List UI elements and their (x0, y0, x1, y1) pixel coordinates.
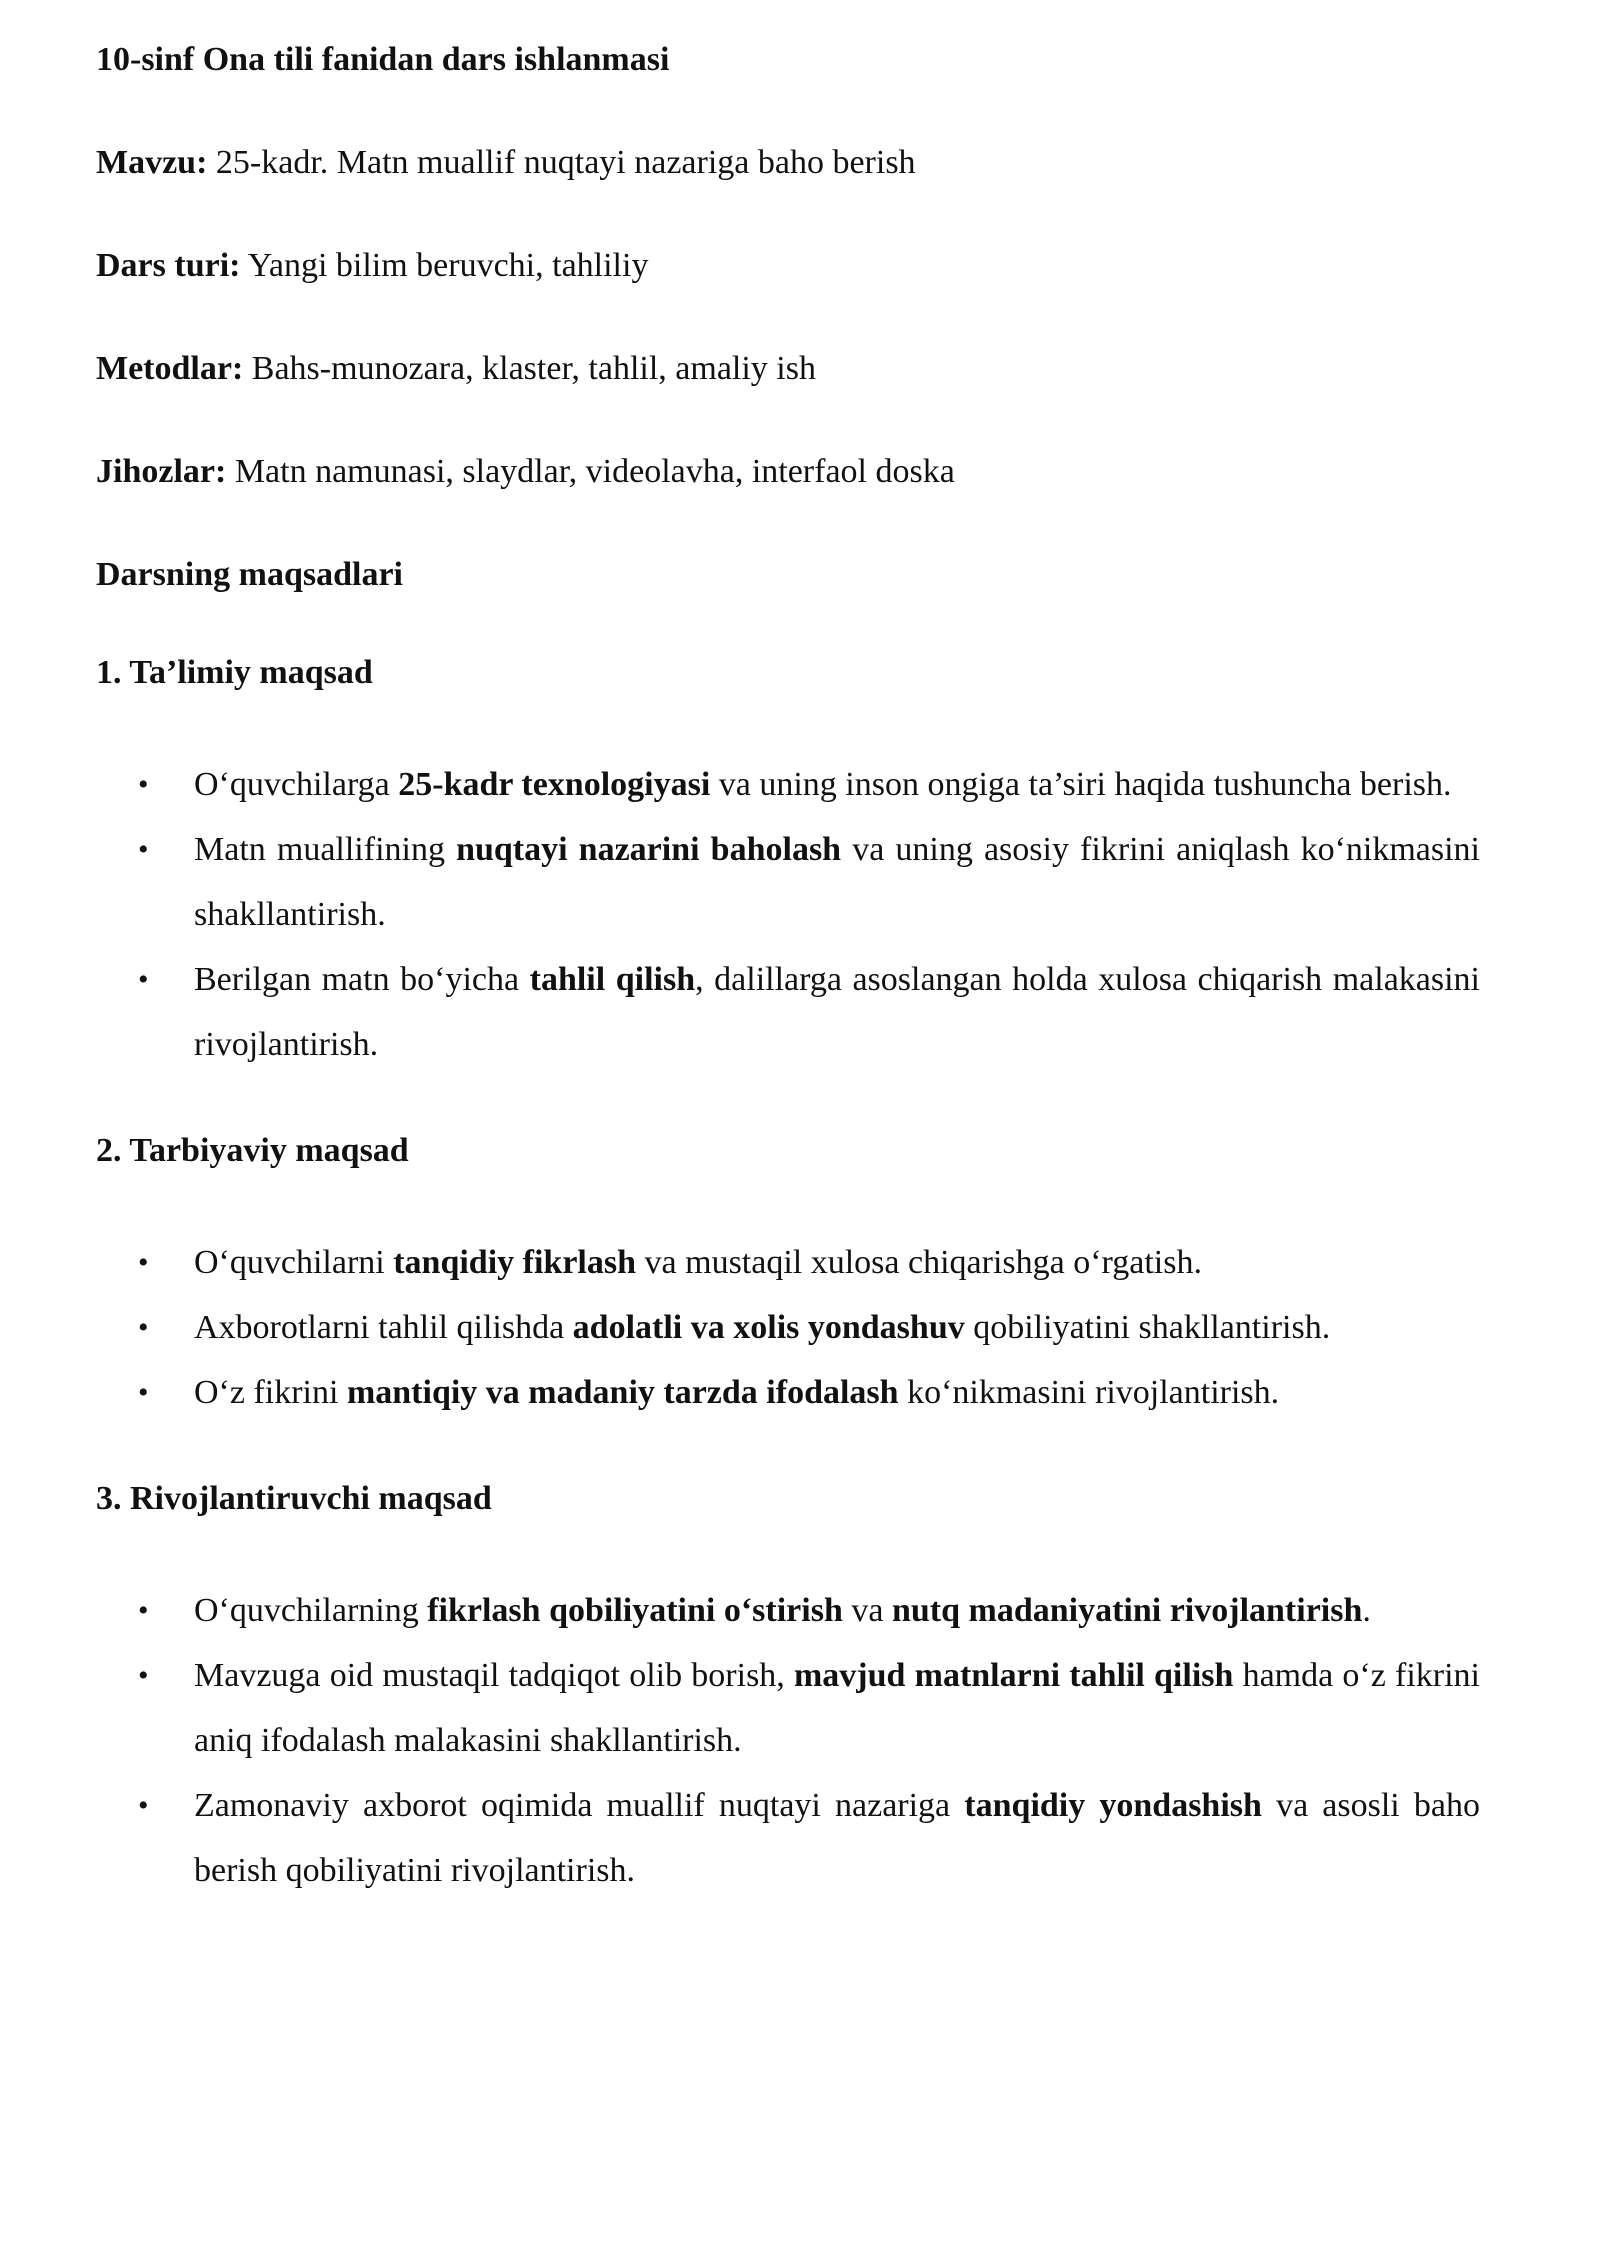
field-equipment-label: Jihozlar: (96, 453, 227, 490)
goal-emphasis: tanqidiy fikrlash (393, 1244, 637, 1281)
goal-list (96, 1230, 1480, 1425)
bullet-icon: • (138, 1246, 149, 1279)
goal-emphasis: fikrlash qobiliyatini o‘stirish (427, 1592, 843, 1629)
bullet-icon: • (138, 1789, 149, 1822)
goal-text: Matn muallifining (194, 831, 457, 868)
field-topic-label: Mavzu: (96, 144, 208, 181)
field-lesson-type-value: Yangi bilim beruvchi, tahliliy (240, 247, 649, 284)
goal-emphasis: tanqidiy yondashish (964, 1787, 1262, 1824)
goal-text: va (842, 1592, 892, 1629)
field-methods-label: Metodlar: (96, 350, 244, 387)
field-methods (96, 345, 1480, 393)
bullet-icon: • (138, 1311, 149, 1344)
goal-text: Mavzuga oid mustaqil tadqiqot olib borish, (194, 1657, 794, 1694)
field-methods-value: Bahs-munozara, klaster, tahlil, amaliy ish (243, 350, 816, 387)
goal-item (96, 1295, 1480, 1360)
field-topic (96, 139, 1480, 187)
goal-list (96, 752, 1480, 1077)
goal-item (96, 1230, 1480, 1295)
goal-text: qobiliyatini shakllantirish. (964, 1309, 1331, 1346)
goal-item (96, 1360, 1480, 1425)
field-lesson-type-label: Dars turi: (96, 247, 241, 284)
goal-list (96, 1578, 1480, 1903)
goal-item (96, 1773, 1480, 1903)
bullet-icon: • (138, 768, 149, 801)
document-page (96, 36, 1480, 1903)
section-heading: 2. Tarbiyaviy maqsad (96, 1132, 409, 1169)
field-lesson-type (96, 242, 1480, 290)
goal-text: va uning asosiy fikrini aniqlash ko‘nikmasini shakllantirish. (194, 831, 1480, 933)
goal-text: O‘quvchilarni (194, 1244, 394, 1281)
goal-text: Zamonaviy axborot oqimida muallif nuqtayi nazariga (194, 1787, 965, 1824)
goal-text: , dalillarga asoslangan holda xulosa chiqarish malakasini rivojlantirish. (194, 961, 1481, 1063)
goal-text: va asosli baho berish qobiliyatini rivojlantirish. (194, 1787, 1480, 1889)
bullet-icon: • (138, 833, 149, 866)
goal-item (96, 1578, 1480, 1643)
goal-item (96, 817, 1480, 947)
goal-emphasis: nuqtayi nazarini baholash (456, 831, 842, 868)
goal-text: va mustaqil xulosa chiqarishga o‘rgatish. (636, 1244, 1202, 1281)
goal-text: va uning inson ongiga ta’siri haqida tushuncha berish. (710, 766, 1452, 803)
bullet-icon: • (138, 1659, 149, 1692)
document-title: 10-sinf Ona tili fanidan dars ishlanmasi (96, 41, 670, 78)
field-topic-value: 25-kadr. Matn muallif nuqtayi nazariga baho berish (207, 144, 916, 181)
bullet-icon: • (138, 963, 149, 996)
goal-emphasis: adolatli va xolis yondashuv (572, 1309, 965, 1346)
goal-text: O‘quvchilarning (194, 1592, 428, 1629)
goal-text: hamda o‘z fikrini aniq ifodalash malakasini shakllantirish. (194, 1657, 1480, 1759)
goal-item (96, 1643, 1480, 1773)
goal-text: O‘z fikrini (194, 1374, 347, 1411)
goal-text: Berilgan matn bo‘yicha (194, 961, 530, 998)
goal-item (96, 947, 1480, 1077)
section-heading: 1. Ta’limiy maqsad (96, 654, 373, 691)
goal-text: . (1362, 1592, 1371, 1629)
goal-emphasis: tahlil qilish (529, 961, 696, 998)
goal-text: ko‘nikmasini rivojlantirish. (898, 1374, 1280, 1411)
goal-text: Axborotlarni tahlil qilishda (194, 1309, 573, 1346)
goal-emphasis: mantiqiy va madaniy tarzda ifodalash (346, 1374, 899, 1411)
bullet-icon: • (138, 1594, 149, 1627)
goal-text: O‘quvchilarga (194, 766, 399, 803)
field-equipment-value: Matn namunasi, slaydlar, videolavha, interfaol doska (226, 453, 955, 490)
goals-heading: Darsning maqsadlari (96, 556, 403, 593)
goal-emphasis: mavjud matnlarni tahlil qilish (793, 1657, 1234, 1694)
section-heading: 3. Rivojlantiruvchi maqsad (96, 1480, 492, 1517)
bullet-icon: • (138, 1376, 149, 1409)
goal-item (96, 752, 1480, 817)
goal-emphasis: 25-kadr texnologiyasi (398, 766, 711, 803)
field-equipment (96, 448, 1480, 496)
goal-emphasis: nutq madaniyatini rivojlantirish (891, 1592, 1363, 1629)
